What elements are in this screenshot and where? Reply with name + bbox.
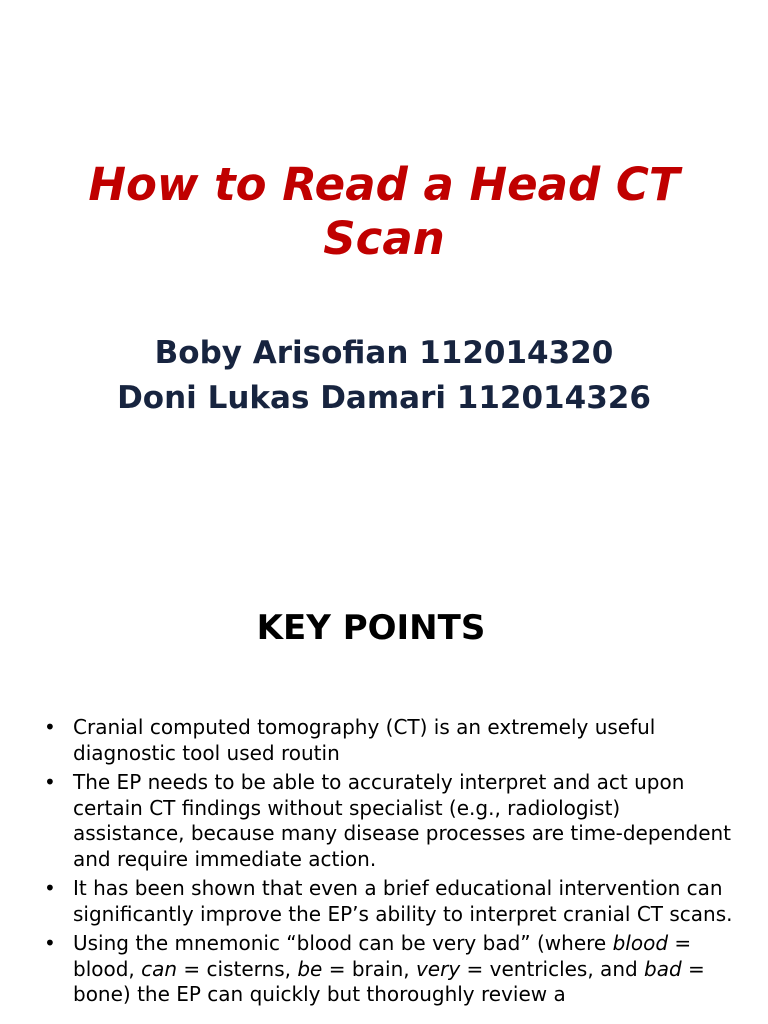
mnemonic-word: blood xyxy=(612,931,669,955)
bullet-text: It has been shown that even a brief educational intervention can significantly improve the EP’s ability to interpret cranial CT scans. xyxy=(73,876,733,926)
author-1: Boby Arisofian 112014320 xyxy=(154,335,614,371)
bullet-text: = bone) the EP can quickly but thoroughly review a xyxy=(73,956,705,1006)
key-points-heading: KEY POINTS xyxy=(256,608,486,648)
bullet-item xyxy=(44,770,734,872)
mnemonic-word: be xyxy=(297,956,323,981)
bullet-text: = blood, xyxy=(73,931,692,981)
bullet-item xyxy=(44,931,734,1008)
key-points-list xyxy=(44,715,734,1012)
bullet-item xyxy=(44,715,734,766)
slide-title: How to Read a Head CT Scan xyxy=(88,158,680,265)
mnemonic-word: bad xyxy=(644,956,682,981)
key-points-slide xyxy=(0,512,768,1024)
bullet-item xyxy=(44,876,734,927)
bullet-text: The EP needs to be able to accurately interpret and act upon certain CT findings without specialist (e.g., radiologist) assistance, because many disease processes are time-dependent and require immediate action. xyxy=(73,770,732,871)
bullet-text: Cranial computed tomography (CT) is an extremely useful diagnostic tool used routin xyxy=(73,715,656,765)
bullet-text: = brain, xyxy=(322,956,416,981)
author-2: Doni Lukas Damari 112014326 xyxy=(117,380,651,416)
bullet-text: Using the mnemonic “blood can be very bad” (where xyxy=(73,931,613,955)
bullet-text: = ventricles, and xyxy=(460,956,645,981)
mnemonic-word: very xyxy=(415,956,461,981)
bullet-text: = cisterns, xyxy=(177,956,298,981)
mnemonic-word: can xyxy=(141,956,178,981)
author-list xyxy=(40,332,728,419)
